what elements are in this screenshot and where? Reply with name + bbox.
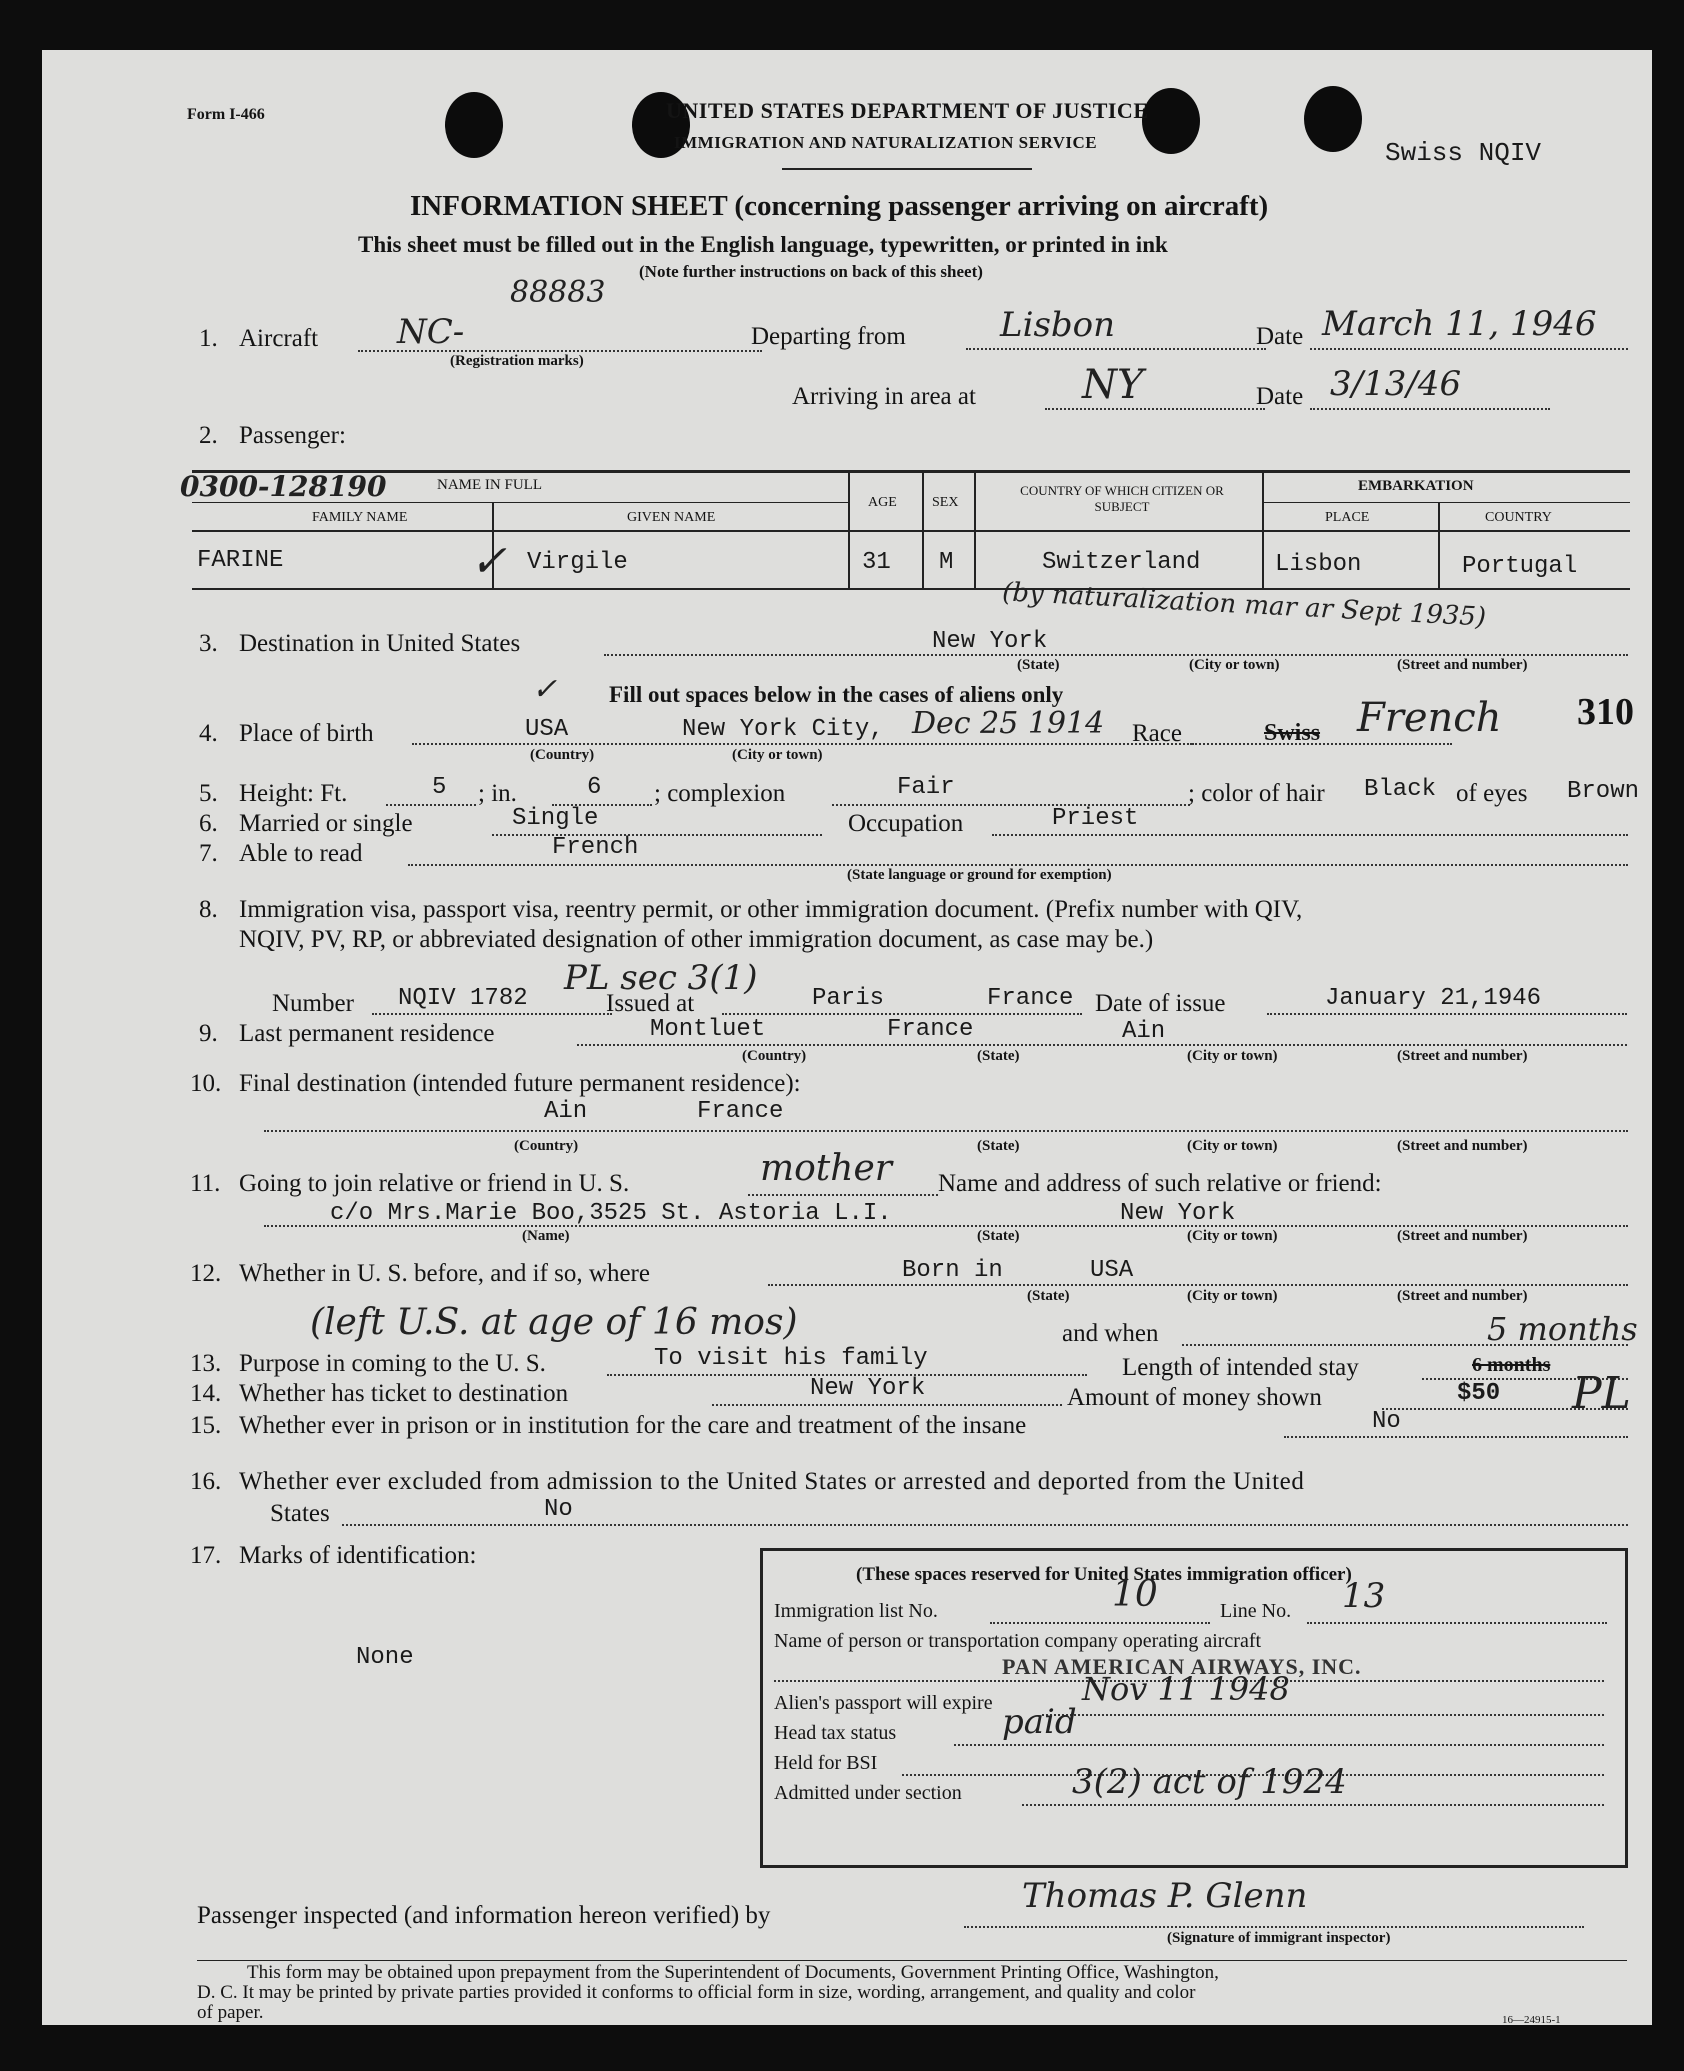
marital-label: Married or single <box>239 810 413 837</box>
table-col-divider <box>974 470 976 588</box>
complexion-label: ; complexion <box>654 780 786 807</box>
heading-rule <box>782 168 1032 170</box>
relative-relation: mother <box>760 1148 892 1189</box>
footer-code: 16—24915-1 <box>1502 2014 1561 2026</box>
form-number: Form I-466 <box>187 106 265 123</box>
street-caption: (Street and number) <box>1397 1138 1528 1154</box>
purpose-label: Purpose in coming to the U. S. <box>239 1350 546 1377</box>
passenger-label: Passenger: <box>239 422 346 449</box>
state-caption: (State) <box>1027 1288 1070 1304</box>
departing-label: Departing from <box>751 323 906 350</box>
eyes-label: of eyes <box>1456 780 1528 807</box>
previous-stay-country: USA <box>1090 1257 1134 1284</box>
item-number: 2. <box>199 422 218 449</box>
table-col-divider <box>922 470 924 588</box>
state-caption: (State) <box>977 1048 1020 1064</box>
sex-header: SEX <box>932 495 959 510</box>
table-header-rule <box>192 530 1630 532</box>
given-name-cell: Virgile <box>527 549 628 576</box>
passport-label: Alien's passport will expire <box>774 1692 993 1714</box>
relative-address-line <box>264 1225 1628 1227</box>
table-top-rule <box>192 470 1630 473</box>
registration-caption: (Registration marks) <box>450 353 584 369</box>
item-number: 10. <box>190 1070 222 1097</box>
height-feet: 5 <box>432 774 447 801</box>
issue-date-line <box>1267 1013 1627 1015</box>
hair-value: Black <box>1364 776 1437 803</box>
item-number: 7. <box>199 840 218 867</box>
relative-name: c/o Mrs.Marie Boo,3525 St. Astoria L.I. <box>330 1200 892 1227</box>
race-struck: Swiss <box>1264 720 1321 746</box>
section-value: 3(2) act of 1924 <box>1072 1762 1347 1802</box>
street-caption: (Street and number) <box>1397 1228 1528 1244</box>
title-note: (Note further instructions on back of this sheet) <box>639 262 983 281</box>
country-header: COUNTRY OF WHICH CITIZEN OR SUBJECT <box>1020 483 1224 514</box>
ticket-value: New York <box>810 1375 926 1402</box>
aircraft-label: Aircraft <box>239 325 319 352</box>
hair-label: ; color of hair <box>1188 780 1325 807</box>
signature-line <box>964 1926 1584 1928</box>
state-caption: (State) <box>977 1138 1020 1154</box>
read-caption: (State language or ground for exemption) <box>847 867 1112 883</box>
visa-text-line1: Immigration visa, passport visa, reentry permit, or other immigration document. (Prefix number with QIV, <box>239 896 1303 923</box>
race-label: Race <box>1132 720 1182 747</box>
birth-date: Dec 25 1914 <box>912 706 1105 741</box>
previous-stay-note: (left U.S. at age of 16 mos) <box>310 1302 798 1343</box>
section-label: Admitted under section <box>774 1782 962 1804</box>
state-caption: (State) <box>977 1228 1020 1244</box>
country-caption: (Country) <box>530 747 595 763</box>
footer-rule <box>197 1960 1627 1961</box>
embarkation-place-cell: Lisbon <box>1275 551 1362 578</box>
marital-line <box>492 834 822 836</box>
punch-hole <box>445 92 503 158</box>
city-caption: (City or town) <box>1187 1288 1278 1304</box>
city-caption: (City or town) <box>1187 1138 1278 1154</box>
identification-value: None <box>356 1644 414 1671</box>
line-no-value: 13 <box>1342 1576 1386 1616</box>
date2-label: Date <box>1256 383 1304 410</box>
read-line <box>408 864 1628 866</box>
destination-line <box>604 654 1628 656</box>
occupation-value: Priest <box>1052 805 1139 832</box>
issued-city: Paris <box>812 985 885 1012</box>
final-destination-state: Ain <box>544 1098 588 1125</box>
arriving-line <box>1045 408 1265 410</box>
list-no-line <box>990 1622 1210 1624</box>
residence-state: Ain <box>1122 1018 1166 1045</box>
visa-class-note: Swiss NQIV <box>1385 138 1542 168</box>
given-name-header: GIVEN NAME <box>627 510 716 525</box>
item-number: 14. <box>190 1380 222 1407</box>
excluded-value: No <box>544 1496 573 1523</box>
number-label: Number <box>272 990 354 1017</box>
embarkation-header: EMBARKATION <box>1358 478 1474 494</box>
inches-label: ; in. <box>478 780 517 807</box>
embarkation-country-cell: Portugal <box>1462 553 1578 580</box>
item-number: 5. <box>199 780 218 807</box>
item-number: 1. <box>199 325 218 352</box>
age-header: AGE <box>868 495 897 510</box>
ticket-label: Whether has ticket to destination <box>239 1380 569 1407</box>
country-caption: (Country) <box>742 1048 807 1064</box>
street-caption: (Street and number) <box>1397 1288 1528 1304</box>
bsi-label: Held for BSI <box>774 1752 878 1774</box>
tax-value: paid <box>1002 1702 1077 1742</box>
final-destination-label: Final destination (intended future permanent residence): <box>239 1070 801 1097</box>
city-caption: (City or town) <box>1187 1048 1278 1064</box>
height-inches: 6 <box>587 774 602 801</box>
item-number: 4. <box>199 720 218 747</box>
item-number: 11. <box>190 1170 221 1197</box>
relative-label: Going to join relative or friend in U. S. <box>239 1170 630 1197</box>
residence-label: Last permanent residence <box>239 1020 495 1047</box>
inspection-label: Passenger inspected (and information hereon verified) by <box>197 1902 771 1929</box>
country-caption: (Country) <box>514 1138 579 1154</box>
money-initials: PL <box>1572 1368 1631 1419</box>
table-bottom-rule <box>192 588 1630 590</box>
prison-line <box>1284 1436 1628 1438</box>
item-number: 6. <box>199 810 218 837</box>
identification-label: Marks of identification: <box>239 1542 477 1569</box>
arriving-label: Arriving in area at <box>792 383 976 410</box>
read-label: Able to read <box>239 840 363 867</box>
departure-date-value: March 11, 1946 <box>1322 304 1597 344</box>
list-no-value: 10 <box>1112 1574 1158 1615</box>
residence-city: Montluet <box>650 1016 766 1043</box>
residence-country: France <box>887 1016 974 1043</box>
race-value: French <box>1357 695 1502 741</box>
arrival-date-value: 3/13/46 <box>1330 364 1462 404</box>
purpose-value: To visit his family <box>654 1345 928 1372</box>
date2-line <box>1310 408 1550 410</box>
table-col-divider <box>1438 502 1440 588</box>
birth-line <box>412 743 1192 745</box>
line-no-label: Line No. <box>1220 1600 1292 1622</box>
item-number: 15. <box>190 1412 222 1439</box>
item-number: 12. <box>190 1260 222 1287</box>
departing-value: Lisbon <box>1000 305 1116 345</box>
state-caption: (State) <box>1017 657 1060 673</box>
issued-label: Issued at <box>606 990 695 1017</box>
age-cell: 31 <box>862 549 891 576</box>
item-number: 8. <box>199 896 218 923</box>
residence-line <box>577 1044 1627 1046</box>
relative-name-label: Name and address of such relative or friend: <box>938 1170 1382 1197</box>
height-label: Height: Ft. <box>239 780 348 807</box>
place-header: PLACE <box>1325 510 1370 525</box>
date-label: Date <box>1256 323 1304 350</box>
occupation-label: Occupation <box>848 810 964 837</box>
sex-cell: M <box>939 549 954 576</box>
issue-date-value: January 21,1946 <box>1325 985 1542 1012</box>
occupation-line <box>992 834 1628 836</box>
city-caption: (City or town) <box>732 747 823 763</box>
family-name-cell: FARINE <box>197 547 284 574</box>
street-caption: (Street and number) <box>1397 657 1528 673</box>
family-name-header: FAMILY NAME <box>312 510 408 525</box>
emb-country-header: COUNTRY <box>1485 510 1552 525</box>
final-destination-line <box>264 1130 1628 1132</box>
name-in-full-header: NAME IN FULL <box>437 477 542 493</box>
naturalization-note: (by naturalization mar ar Sept 1935) <box>1001 577 1487 633</box>
footer-line2: D. C. It may be printed by private parties provided it conforms to official form in size, wording, arrangement, and quality and color <box>197 1982 1196 2003</box>
tax-line <box>954 1744 1604 1746</box>
passport-value: Nov 11 1948 <box>1082 1670 1290 1708</box>
birth-city: New York City, <box>682 716 884 743</box>
citizenship-cell: Switzerland <box>1042 549 1201 576</box>
money-label: Amount of money shown <box>1067 1384 1322 1411</box>
visa-number: NQIV 1782 <box>398 985 528 1012</box>
previous-stay-where: Born in <box>902 1257 1003 1284</box>
footer-line3: of paper. <box>197 2002 264 2023</box>
destination-label: Destination in United States <box>239 630 521 657</box>
item-number: 16. <box>190 1468 222 1495</box>
final-destination-country: France <box>697 1098 784 1125</box>
read-value: French <box>552 834 639 861</box>
list-no-label: Immigration list No. <box>774 1600 938 1622</box>
table-col-divider <box>848 470 850 588</box>
check-mark: ✓ <box>470 536 507 587</box>
punch-hole <box>1304 86 1362 152</box>
aircraft-correction: 88883 <box>510 275 606 310</box>
tax-label: Head tax status <box>774 1722 897 1744</box>
embarkation-subheader-rule <box>1262 502 1630 503</box>
complexion-value: Fair <box>897 774 955 801</box>
item-number: 13. <box>190 1350 222 1377</box>
stay-struck: 6 months <box>1472 1354 1551 1376</box>
title-subtext: This sheet must be filled out in the English language, typewritten, or printed in ink <box>358 232 1168 257</box>
visa-note: PL sec 3(1) <box>564 958 758 998</box>
excluded-label-line1: Whether ever excluded from admission to the United States or arrested and deported from the United <box>239 1468 1305 1495</box>
aliens-note: Fill out spaces below in the cases of aliens only <box>609 682 1064 707</box>
department-heading: UNITED STATES DEPARTMENT OF JUSTICE <box>666 98 1149 123</box>
issue-date-label: Date of issue <box>1095 990 1226 1017</box>
issued-line <box>722 1013 1082 1015</box>
item-number: 3. <box>199 630 218 657</box>
name-caption: (Name) <box>522 1228 570 1244</box>
previous-stay-label: Whether in U. S. before, and if so, where <box>239 1260 650 1287</box>
when-label: and when <box>1062 1320 1159 1347</box>
birth-country: USA <box>525 716 569 743</box>
prison-value: No <box>1372 1408 1401 1435</box>
table-col-divider <box>1262 470 1264 588</box>
date-line <box>1310 348 1628 350</box>
arriving-value: NY <box>1082 362 1144 408</box>
aircraft-value: NC- <box>397 312 465 352</box>
ticket-line <box>712 1404 1062 1406</box>
aliens-check-mark: ✓ <box>532 672 558 707</box>
street-caption: (Street and number) <box>1397 1048 1528 1064</box>
excluded-label-line2: States <box>270 1500 330 1527</box>
city-caption: (City or town) <box>1187 1228 1278 1244</box>
excluded-line <box>342 1524 1628 1526</box>
destination-state: New York <box>932 628 1048 655</box>
relative-city: New York <box>1120 1200 1236 1227</box>
departing-line <box>966 348 1266 350</box>
company-label: Name of person or transportation company operating aircraft <box>774 1630 1262 1652</box>
birth-label: Place of birth <box>239 720 374 747</box>
feet-line <box>386 804 476 806</box>
city-caption: (City or town) <box>1189 657 1280 673</box>
service-heading: IMMIGRATION AND NATURALIZATION SERVICE <box>674 133 1098 152</box>
form-sheet <box>42 50 1652 2025</box>
punch-hole <box>1142 88 1200 154</box>
item-number: 9. <box>199 1020 218 1047</box>
stay-label: Length of intended stay <box>1122 1354 1359 1381</box>
section-line <box>1022 1804 1604 1806</box>
race-line <box>1192 743 1452 745</box>
passport-line <box>1042 1714 1604 1716</box>
stay-value: 5 months <box>1487 1310 1638 1348</box>
inspector-signature: Thomas P. Glenn <box>1022 1876 1308 1916</box>
previous-stay-line <box>768 1284 1628 1286</box>
relative-line <box>748 1194 938 1196</box>
prison-label: Whether ever in prison or in institution for the care and treatment of the insane <box>239 1412 1027 1439</box>
footer-line1: This form may be obtained upon prepayment from the Superintendent of Documents, Government Printing Office, Washington, <box>247 1962 1219 1983</box>
item-number: 17. <box>190 1542 222 1569</box>
line-no-line <box>1307 1622 1607 1624</box>
race-code: 310 <box>1577 691 1634 733</box>
number-line <box>372 1013 612 1015</box>
company-value: PAN AMERICAN AIRWAYS, INC. <box>1002 1654 1362 1679</box>
visa-text-line2: NQIV, PV, RP, or abbreviated designation of other immigration document, as case may be.) <box>239 926 1154 953</box>
eyes-value: Brown <box>1567 778 1640 805</box>
page-title: INFORMATION SHEET (concerning passenger arriving on aircraft) <box>410 190 1269 222</box>
issued-country: France <box>987 985 1074 1012</box>
file-number: 0300-128190 <box>180 470 387 503</box>
money-value: $50 <box>1457 1380 1501 1407</box>
officer-box-heading: (These spaces reserved for United States immigration officer) <box>856 1564 1352 1585</box>
marital-value: Single <box>512 805 599 832</box>
signature-caption: (Signature of immigrant inspector) <box>1167 1930 1391 1946</box>
